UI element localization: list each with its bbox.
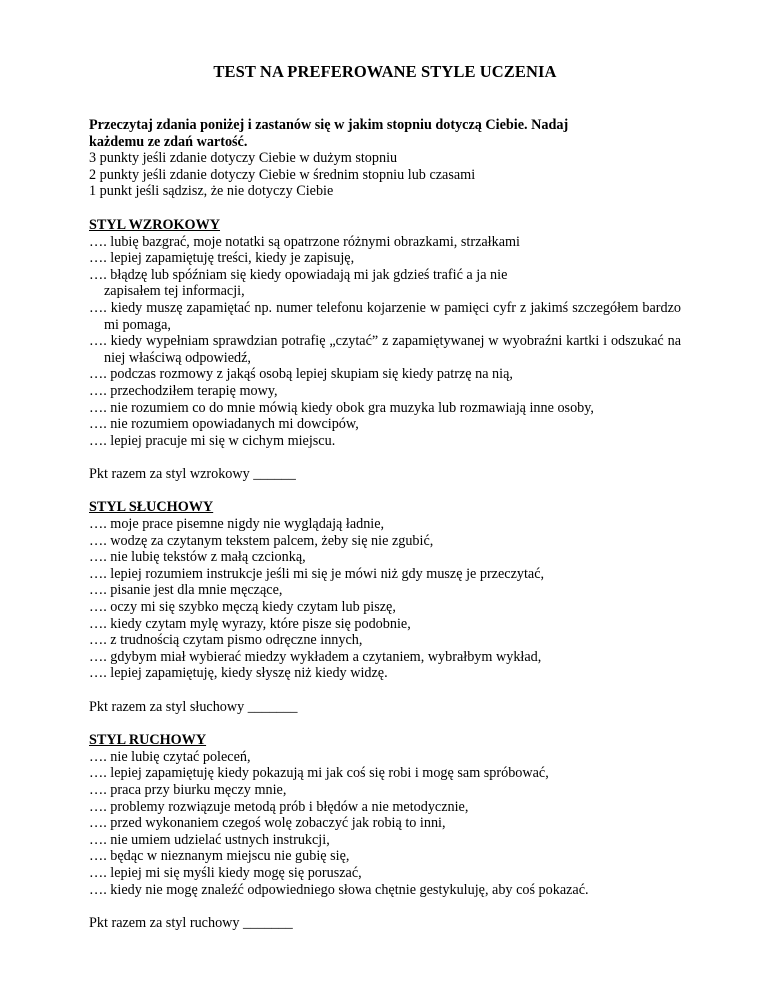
list-item: …. będąc w nieznanym miejscu nie gubię się, — [89, 848, 350, 865]
total-visual: Pkt razem za styl wzrokowy ______ — [89, 465, 296, 482]
list-item: …. lubię bazgrać, moje notatki są opatrzone różnymi obrazkami, strzałkami — [89, 233, 520, 250]
section-heading-auditory: STYL SŁUCHOWY — [89, 499, 214, 516]
list-item: …. lepiej rozumiem instrukcje jeśli mi się je mówi niż gdy muszę je przeczytać, — [89, 565, 545, 582]
list-item: …. gdybym miał wybierać miedzy wykładem a czytaniem, wybrałbym wykład, — [89, 648, 542, 665]
list-item: …. lepiej zapamiętuję, kiedy słyszę niż kiedy widzę. — [89, 665, 388, 682]
section-auditory — [89, 499, 681, 715]
total-auditory: Pkt razem za styl słuchowy _______ — [89, 698, 298, 715]
section-heading-visual: STYL WZROKOWY — [89, 216, 221, 233]
list-item: …. kiedy wypełniam sprawdzian potrafię „czytać” z zapamiętywanej w wyobraźni kartki i odszukać na niej właściwą odpowiedź, — [89, 333, 681, 366]
scale-3-points: 3 punkty jeśli zdanie dotyczy Ciebie w dużym stopniu — [89, 150, 398, 167]
list-item: …. kiedy nie mogę znaleźć odpowiedniego słowa chętnie gestykuluję, aby coś pokazać. — [89, 881, 589, 898]
list-item: …. lepiej zapamiętuję treści, kiedy je zapisuję, — [89, 250, 355, 267]
list-item: …. oczy mi się szybko męczą kiedy czytam lub piszę, — [89, 599, 396, 616]
instruction-line-2: każdemu ze zdań wartość. — [89, 133, 248, 150]
list-item: …. moje prace pisemne nigdy nie wyglądają ładnie, — [89, 516, 385, 533]
page-title: TEST NA PREFEROWANE STYLE UCZENIA — [213, 62, 557, 81]
document-page — [89, 62, 681, 931]
list-item: …. lepiej mi się myśli kiedy mogę się poruszać, — [89, 864, 362, 881]
instruction-line-1: Przeczytaj zdania poniżej i zastanów się w jakim stopniu dotyczą Ciebie. Nadaj — [89, 117, 569, 133]
total-kinesthetic: Pkt razem za styl ruchowy _______ — [89, 914, 293, 931]
list-item: …. błądzę lub spóźniam się kiedy opowiadają mi jak gdzieś trafić a ja nie zapisałem tej informacji, — [89, 266, 508, 300]
list-item: …. podczas rozmowy z jakąś osobą lepiej skupiam się kiedy patrzę na nią, — [89, 366, 513, 383]
list-item: …. z trudnością czytam pismo odręczne innych, — [89, 632, 363, 649]
list-item: …. nie rozumiem co do mnie mówią kiedy obok gra muzyka lub rozmawiają inne osoby, — [89, 399, 594, 416]
list-item: …. przechodziłem terapię mowy, — [89, 382, 278, 399]
list-item: …. przed wykonaniem czegoś wolę zobaczyć jak robią to inni, — [89, 815, 446, 832]
instructions — [89, 117, 681, 200]
list-item: …. pisanie jest dla mnie męczące, — [89, 582, 283, 599]
list-item: …. praca przy biurku męczy mnie, — [89, 781, 287, 798]
list-item: …. problemy rozwiązuje metodą prób i błędów a nie metodycznie, — [89, 798, 469, 815]
list-item: …. nie rozumiem opowiadanych mi dowcipów, — [89, 416, 359, 433]
list-item: …. lepiej pracuje mi się w cichym miejscu. — [89, 432, 336, 449]
list-item: …. nie lubię tekstów z małą czcionką, — [89, 549, 306, 566]
section-visual — [89, 217, 681, 483]
scale-2-points: 2 punkty jeśli zdanie dotyczy Ciebie w średnim stopniu lub czasami — [89, 166, 476, 183]
section-kinesthetic — [89, 732, 681, 931]
list-item: …. wodzę za czytanym tekstem palcem, żeby się nie zgubić, — [89, 532, 434, 549]
list-item: …. kiedy muszę zapamiętać np. numer telefonu kojarzenie w pamięci cyfr z jakimś szczegółem bardzo mi pomaga, — [89, 299, 681, 333]
section-heading-kinesthetic: STYL RUCHOWY — [89, 732, 207, 749]
list-item: …. nie umiem udzielać ustnych instrukcji, — [89, 831, 330, 848]
scale-1-point: 1 punkt jeśli sądzisz, że nie dotyczy Ciebie — [89, 183, 334, 200]
list-item: …. nie lubię czytać poleceń, — [89, 748, 251, 765]
list-item: …. lepiej zapamiętuję kiedy pokazują mi jak coś się robi i mogę sam spróbować, — [89, 765, 549, 782]
list-item: …. kiedy czytam mylę wyrazy, które pisze się podobnie, — [89, 615, 411, 632]
